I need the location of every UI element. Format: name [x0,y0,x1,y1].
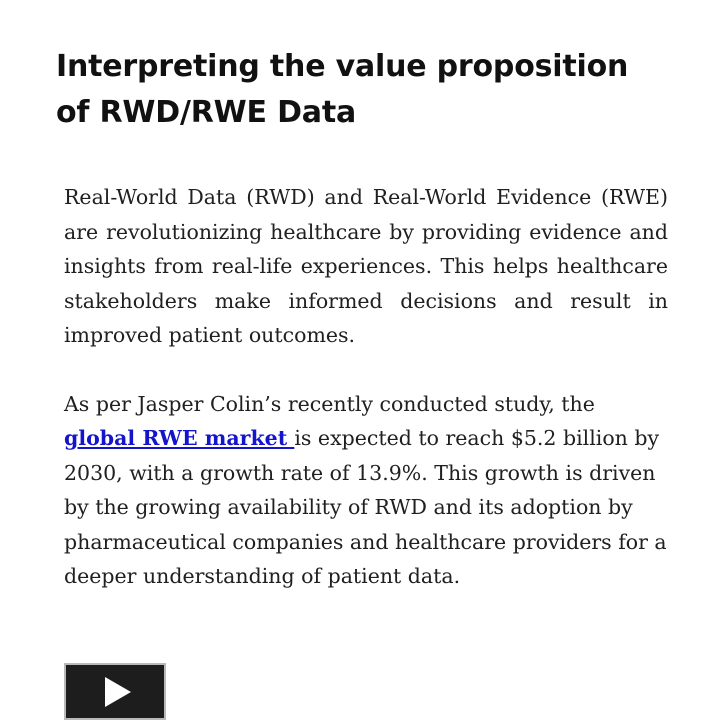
page-title: Interpreting the value proposition of RWD/RWE Data [56,49,629,130]
body-content [64,180,668,594]
video-thumbnail[interactable] [64,663,166,720]
paragraph-market-lead: As per Jasper Colin’s recently conducted study, the [64,391,595,416]
paragraph-market [64,387,668,594]
paragraph-market-rest: is expected to reach $5.2 billion by 2030, with a growth rate of 13.9%. This growth is driven by the growing availability of RWD and its adoption by pharmaceutical companies and healthcare providers for a deeper understanding of patient data. [64,426,667,588]
play-icon [105,677,131,707]
global-rwe-market-link[interactable]: global RWE market [64,426,295,450]
paragraph-intro: Real-World Data (RWD) and Real-World Evidence (RWE) are revolutionizing healthcare by providing evidence and insights from real-life experiences. This helps healthcare stakeholders make informed decisions and result in improved patient outcomes. [64,185,668,347]
